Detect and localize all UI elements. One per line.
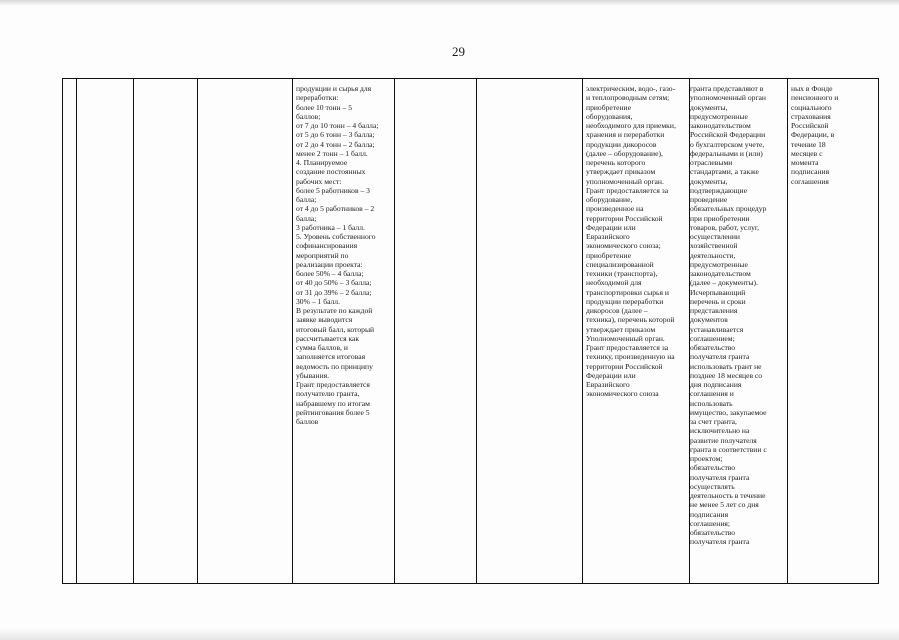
text-line: перечень которого — [586, 158, 646, 167]
text-line: за счет гранта, — [690, 417, 737, 426]
text-line: перечень и сроки — [690, 296, 746, 306]
text-line: электрическим, водо-, газо- — [586, 84, 676, 93]
text-line: обязательство — [690, 463, 736, 473]
text-line: убывания. — [296, 370, 330, 380]
text-line: ведомость по принципу — [296, 361, 373, 371]
text-line: законодательством — [690, 269, 751, 278]
scan-top-edge — [0, 0, 899, 6]
text-line: подписания — [690, 509, 729, 519]
text-line: момента — [791, 158, 819, 167]
column-divider — [476, 79, 477, 583]
text-line: необходимого для приемки, — [586, 121, 676, 130]
text-line: технику, произведенную на — [586, 352, 675, 362]
costs-cell — [586, 84, 687, 399]
text-line: документы, — [690, 102, 728, 112]
text-line: утверждает приказом — [586, 167, 656, 177]
terms-cell — [690, 84, 786, 584]
text-line: 5. Уровень собственного — [296, 232, 376, 241]
text-line: соглашения и — [690, 389, 734, 399]
text-line: территории Российской — [586, 361, 663, 371]
text-line: гранта представляют в — [690, 84, 764, 93]
text-line: приобретение — [586, 250, 631, 260]
text-line: Федерации или — [586, 222, 636, 232]
text-line: от 7 до 10 тонн – 4 балла; — [296, 121, 379, 130]
text-line: Российской Федерации — [690, 130, 766, 140]
text-line: при приобретении — [690, 213, 750, 223]
page-number: 29 — [452, 44, 465, 59]
text-line: деятельности, — [690, 250, 736, 260]
text-line: более 10 тонн – 5 — [296, 102, 353, 112]
text-line: необходимой для — [586, 278, 642, 288]
text-line: 3 работника – 1 балл. — [296, 222, 365, 232]
text-line: продукции и сырья для — [296, 84, 372, 93]
text-line: 30% – 1 балл. — [296, 296, 340, 306]
text-line: (далее – оборудование), — [586, 148, 663, 158]
text-line: экономического союза — [586, 389, 659, 399]
text-line: Евразийского — [586, 232, 630, 241]
text-line: экономического союза; — [586, 241, 661, 251]
text-line: получателя гранта — [690, 472, 750, 482]
text-line: Евразийского — [586, 380, 630, 389]
text-line: баллов — [296, 417, 319, 426]
text-line: сумма баллов, и — [296, 343, 348, 352]
text-line: продукции переработки — [586, 296, 664, 306]
text-line: продукции дикоросов — [586, 139, 657, 149]
text-line: транспортировки сырья и — [586, 287, 669, 297]
column-divider — [76, 79, 77, 583]
text-line: от 4 до 5 работников – 2 — [296, 204, 375, 214]
text-line: переработки: — [296, 93, 339, 103]
text-line: имущество, закупаемое — [690, 407, 767, 417]
text-line: федеральными и (или) — [690, 148, 763, 158]
text-line: представления — [690, 306, 738, 315]
text-line: законодательством — [690, 121, 751, 130]
text-line: дня подписания — [690, 380, 742, 389]
text-line: проведение — [690, 195, 728, 204]
text-line: Грант предоставляется за — [586, 185, 669, 195]
text-line: осуществлять — [690, 481, 735, 491]
text-line: реализации проекта: — [296, 259, 363, 269]
text-line: получателя гранта — [690, 537, 750, 547]
text-line: техника), перечень которой — [586, 315, 675, 325]
text-line: балла; — [296, 213, 317, 223]
text-line: стандартами, а также — [690, 167, 759, 177]
text-line: позднее 18 месяцев со — [690, 370, 763, 380]
text-line: (далее – документы). — [690, 278, 758, 288]
text-line: соглашения — [791, 176, 829, 186]
column-divider — [292, 79, 293, 583]
text-line: техники (транспорта), — [586, 269, 658, 278]
text-line: месяцев с — [791, 148, 823, 158]
text-line: отраслевыми — [690, 158, 733, 167]
text-line: развитие получателя — [690, 435, 757, 445]
text-line: софинансирования — [296, 241, 358, 251]
text-line: балла; — [296, 195, 317, 204]
text-line: рейтингования более 5 — [296, 407, 370, 417]
text-line: обязательство — [690, 343, 736, 352]
text-line: утверждает приказом — [586, 324, 656, 334]
text-line: исключительно на — [690, 426, 750, 436]
text-line: не менее 5 лет со дня — [690, 500, 759, 510]
text-line: территории Российской — [586, 213, 663, 223]
text-line: Грант предоставляется — [296, 380, 370, 389]
text-line: социального — [791, 102, 832, 112]
text-line: более 5 работников – 3 — [296, 185, 370, 195]
text-line: соглашением; — [690, 333, 735, 343]
text-line: хранения и переработки — [586, 130, 665, 140]
text-line: деятельность в течение — [690, 491, 766, 500]
text-line: Российской — [791, 121, 829, 130]
text-line: Уполномоченный орган. — [586, 333, 665, 343]
text-line: оборудование, — [586, 195, 633, 204]
text-line: Федерации, в — [791, 130, 835, 140]
text-line: итоговый балл, который — [296, 324, 375, 334]
column-divider — [133, 79, 134, 583]
text-line: гранта в соответствии с — [690, 444, 767, 454]
text-line: страхования — [791, 111, 831, 121]
scan-bottom-edge — [0, 628, 899, 640]
text-line: приобретение — [586, 102, 631, 112]
text-line: и теплопроводным сетям; — [586, 93, 670, 103]
text-line: документов — [690, 315, 728, 325]
text-line: от 40 до 50% – 3 балла; — [296, 278, 372, 288]
text-line: В результате по каждой — [296, 306, 373, 315]
text-line: предусмотренные — [690, 111, 748, 121]
text-line: набравшему по итогам — [296, 398, 370, 408]
text-line: использовать — [690, 398, 733, 408]
text-line: от 2 до 4 тонн – 2 балла; — [296, 139, 375, 149]
text-line: от 31 до 39% – 2 балла; — [296, 287, 372, 297]
criteria-cell — [296, 84, 390, 426]
document-table — [62, 78, 879, 584]
text-line: обязательных процедур — [690, 204, 767, 214]
text-line: Исчерпывающий — [690, 287, 746, 297]
text-line: оборудования, — [586, 111, 633, 121]
text-line: подтверждающие — [690, 185, 747, 195]
text-line: подписания — [791, 167, 830, 177]
text-line: рабочих мест: — [296, 176, 342, 186]
text-line: рассчитывается как — [296, 333, 360, 343]
text-line: дикоросов (далее – — [586, 306, 648, 315]
text-line: документы, — [690, 176, 728, 186]
text-line: уполномоченный орган — [690, 93, 766, 103]
text-line: более 50% – 4 балла; — [296, 269, 364, 278]
text-line: осуществлении — [690, 232, 740, 241]
text-line: Грант предоставляется за — [586, 343, 669, 352]
text-line: уполномоченный орган. — [586, 176, 664, 186]
text-line: заявке выводится — [296, 315, 353, 325]
text-line: заполняется итоговая — [296, 352, 366, 362]
text-line: соглашения; — [690, 518, 731, 528]
text-line: менее 2 тонн – 1 балл. — [296, 148, 368, 158]
text-line: использовать грант не — [690, 361, 762, 371]
text-line: от 5 до 6 тонн – 3 балла; — [296, 130, 375, 140]
report-cell — [791, 84, 867, 186]
column-divider — [394, 79, 395, 583]
text-line: проектом; — [690, 454, 723, 463]
text-line: получателя гранта — [690, 352, 750, 362]
text-line: произведенное на — [586, 204, 644, 214]
text-line: создание постоянных — [296, 167, 366, 177]
text-line: специализированной — [586, 259, 654, 269]
text-line: получателю гранта, — [296, 389, 360, 399]
text-line: предусмотренные — [690, 259, 748, 269]
text-line: товаров, работ, услуг, — [690, 222, 760, 232]
text-line: мероприятий по — [296, 250, 349, 260]
column-divider — [582, 79, 583, 583]
text-line: обязательство — [690, 528, 736, 537]
text-line: 4. Планируемое — [296, 158, 348, 167]
text-line: о бухгалтерском учете, — [690, 139, 765, 149]
text-line: хозяйственной — [690, 241, 738, 251]
text-line: течение 18 — [791, 139, 826, 149]
column-divider — [787, 79, 788, 583]
text-line: ных в Фонде — [791, 84, 833, 93]
column-divider — [197, 79, 198, 583]
text-line: пенсионного и — [791, 93, 839, 103]
text-line: баллов; — [296, 111, 321, 121]
text-line: устанавливается — [690, 324, 744, 334]
text-line: Федерации или — [586, 370, 636, 380]
